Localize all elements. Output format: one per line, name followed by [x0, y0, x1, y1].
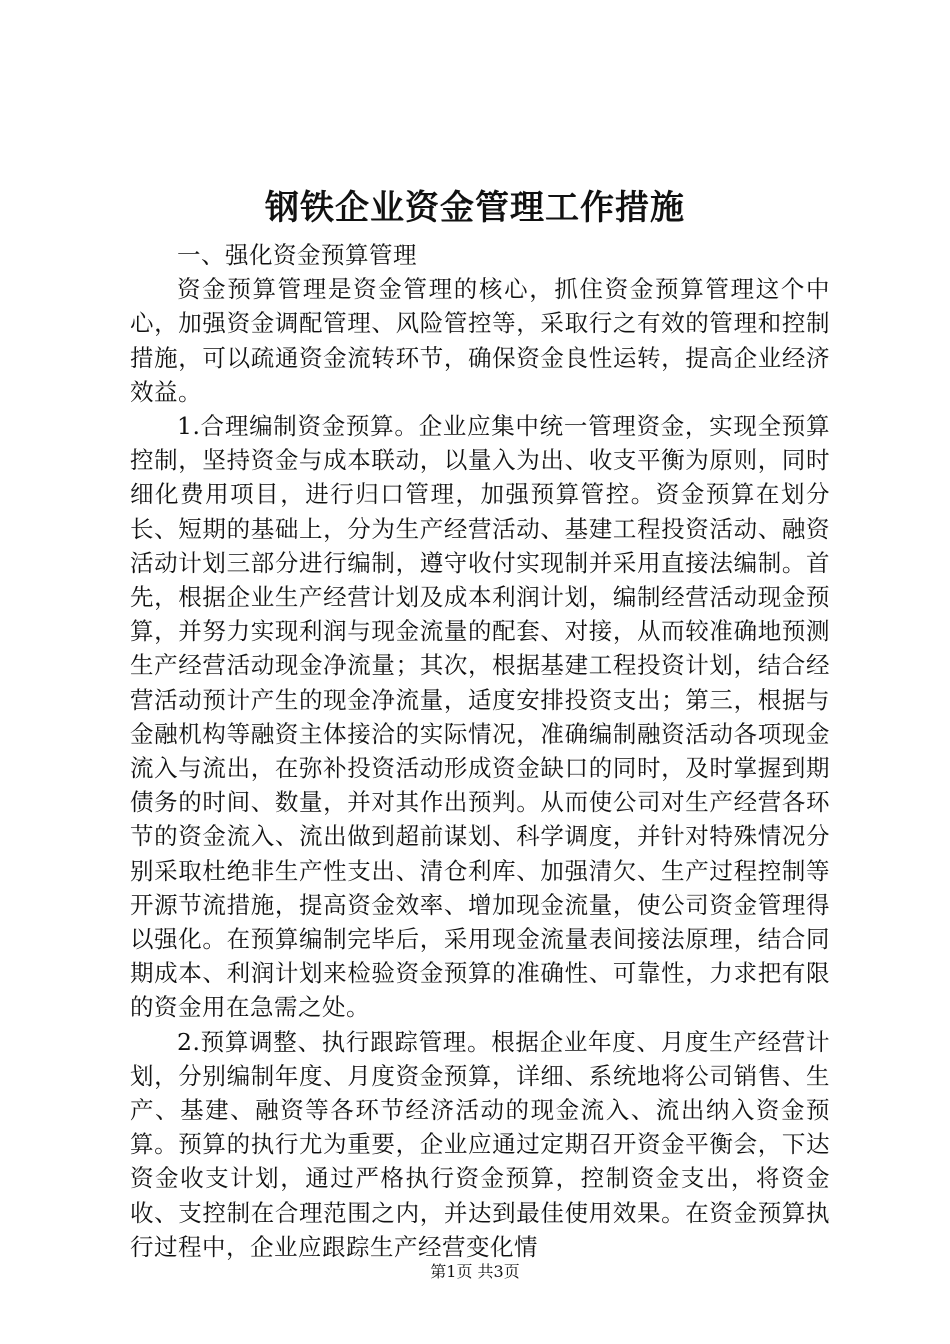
page-footer: 第1页 共3页: [430, 1262, 520, 1281]
paragraph-intro: 资金预算管理是资金管理的核心，抓住资金预算管理这个中心，加强资金调配管理、风险管控等，采取行之有效的管理和控制措施，可以疏通资金流转环节，确保资金良性运转，提高企业经济效益。: [130, 275, 830, 406]
section-heading: 一、强化资金预算管理: [177, 241, 417, 269]
document-body: [130, 238, 830, 1264]
document-title: 钢铁企业资金管理工作措施: [265, 188, 685, 228]
paragraph-budget-preparation: 1.合理编制资金预算。企业应集中统一管理资金，实现全预算控制，坚持资金与成本联动，以量入为出、收支平衡为原则，同时细化费用项目，进行归口管理，加强预算管控。资金预算在划分长、短期的基础上，分为生产经营活动、基建工程投资活动、融资活动计划三部分进行编制，遵守收付实现制并采用直接法编制。首先，根据企业生产经营计划及成本利润计划，编制经营活动现金预算，并努力实现利润与现金流量的配套、对接，从而较准确地预测生产经营活动现金净流量；其次，根据基建工程投资计划，结合经营活动预计产生的现金净流量，适度安排投资支出；第三，根据与金融机构等融资主体接洽的实际情况，准确编制融资活动各项现金流入与流出，在弥补投资活动形成资金缺口的同时，及时掌握到期债务的时间、数量，并对其作出预判。从而使公司对生产经营各环节的资金流入、流出做到超前谋划、科学调度，并针对特殊情况分别采取杜绝非生产性支出、清仓利库、加强清欠、生产过程控制等开源节流措施，提高资金效率、增加现金流量，使公司资金管理得以强化。在预算编制完毕后，采用现金流量表间接法原理，结合同期成本、利润计划来检验资金预算的准确性、可靠性，力求把有限的资金用在急需之处。: [130, 412, 830, 1022]
paragraph-budget-execution: 2.预算调整、执行跟踪管理。根据企业年度、月度生产经营计划，分别编制年度、月度资金预算，详细、系统地将公司销售、生产、基建、融资等各环节经济活动的现金流入、流出纳入资金预算。预算的执行尤为重要，企业应通过定期召开资金平衡会，下达资金收支计划，通过严格执行资金预算，控制资金支出，将资金收、支控制在合理范围之内，并达到最佳使用效果。在资金预算执行过程中，企业应跟踪生产经营变化情: [130, 1027, 830, 1261]
